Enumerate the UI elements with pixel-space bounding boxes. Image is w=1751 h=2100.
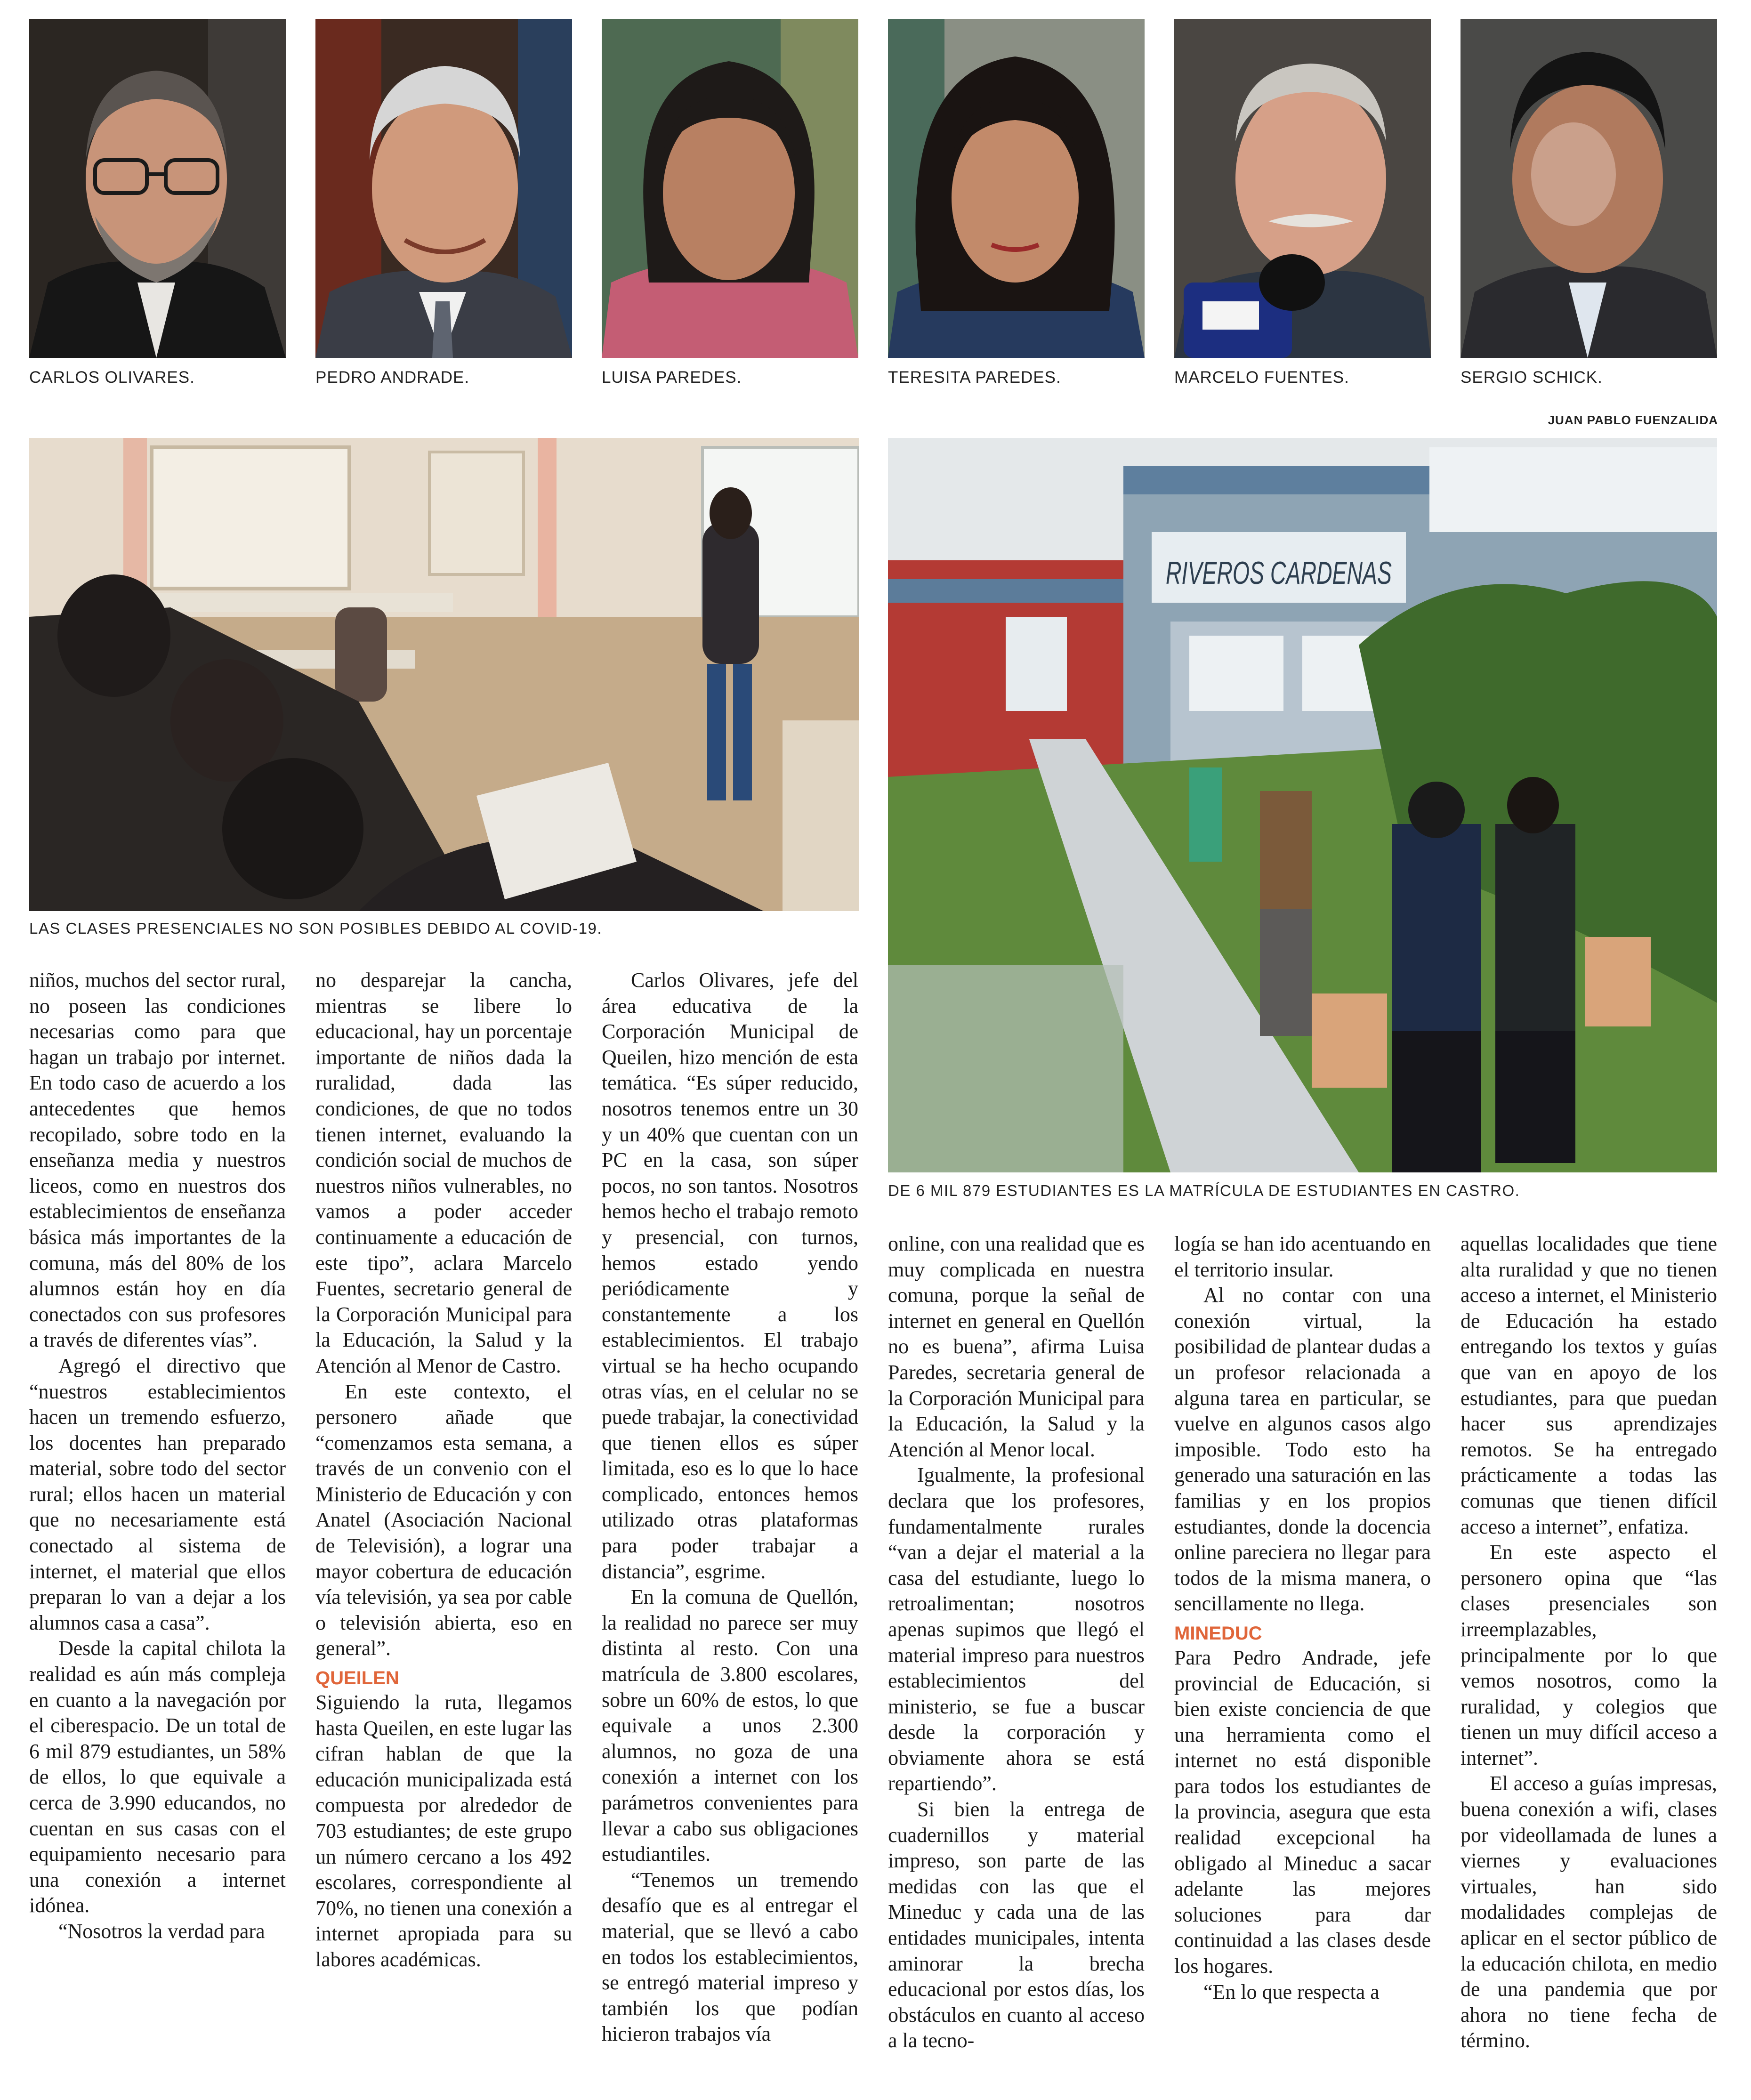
article-column-5 (1174, 1231, 1431, 2069)
portrait-caption: MARCELO FUENTES. (1174, 368, 1349, 387)
portrait-caption: CARLOS OLIVARES. (29, 368, 195, 387)
paragraph: El acceso a guías impresas, buena conexión a wifi, clases por videollamada de lunes a viernes y evaluaciones virtuales, han sido modalidades complejas de aplicar en el sector público de la educación chilota, en medio de una pandemia que por ahora no tiene fecha de término. (1461, 1772, 1717, 2052)
paragraph: Desde la capital chilota la realidad es aún más compleja en cuanto a la navegación por el ciberespacio. De un total de 6 mil 879 estudiantes, un 58% de ellos, lo que equivale a cerca de 3.990 educandos, no cuentan en sus casas con el equipamiento necesario para una conexión a internet idónea. (29, 1637, 286, 1917)
section-heading-mineduc: MINEDUC (1174, 1623, 1262, 1644)
paragraph: “Nosotros la verdad para (58, 1919, 265, 1943)
paragraph: Si bien la entrega de cuadernillos y material impreso, son parte de las medidas con las que el Mineduc y cada una de las entidades municipales, intenta aminorar la brecha educacional por estos días, los obstáculos en cuanto al acceso a la tecno- (888, 1798, 1145, 2052)
portrait-caption: TERESITA PAREDES. (888, 368, 1061, 387)
paragraph: En este contexto, el personero añade que “comenzamos esta semana, a través de un convenio con el Ministerio de Educación y con Anatel (Asociación Nacional de Televisión), a lograr una mayor cobertura de educación vía televisión, ya sea por cable o televisión abierta, eso en general”. (315, 1380, 572, 1660)
paragraph: aquellas localidades que tiene alta ruralidad y que no tienen acceso a internet, el Ministerio de Educación ha estado entregando los textos y guías que van en apoyo de los estudiantes, para que puedan hacer sus aprendizajes remotos. Se ha entregado prácticamente a todas las comunas que tienen difícil acceso a internet”, enfatiza. (1461, 1232, 1717, 1538)
portrait-caption: PEDRO ANDRADE. (315, 368, 470, 387)
portrait-carlos-olivares (29, 19, 286, 358)
paragraph: niños, muchos del sector rural, no poseen las condiciones necesarias como para que hagan un trabajo por internet. En todo caso de acuerdo a los antecedentes que hemos recopilado, sobre todo en la enseñanza media y nuestros liceos, como en nuestros dos establecimientos de enseñanza básica más importantes de la comuna, más del 80% de los alumnos están hoy en día conectados con sus profesores a través de diferentes vías”. (29, 969, 286, 1352)
paragraph: “En lo que respecta a (1203, 1980, 1380, 2003)
article-column-3 (602, 968, 858, 2069)
paragraph: Agregó el directivo que “nuestros establecimientos hacen un tremendo esfuerzo, los docentes han preparado material, sobre todo del sector rural; ellos hacen un material que no necesariamente está conectado al sistema de internet, el material que ellos preparan lo van a dejar a los alumnos casa a casa”. (29, 1354, 286, 1634)
article-column-2 (315, 968, 572, 2069)
paragraph: En la comuna de Quellón, la realidad no parece ser muy distinta al resto. Con una matrícula de 3.800 escolares, sobre un 60% de estos, lo que equivale a unos 2.300 alumnos, no goza de una conexión a internet con los parámetros convenientes para llevar a cabo sus obligaciones estudiantiles. (602, 1585, 858, 1866)
school-sign: RIVEROS CARDENAS (1166, 555, 1392, 591)
paragraph: Siguiendo la ruta, llegamos hasta Queilen, en este lugar las cifran hablan de que la educación municipalizada está compuesta por alrededor de 703 estudiantes; de este grupo un número cercano a los 492 escolares, correspondiente al 70%, no tienen una conexión a internet apropiada para su labores académicas. (315, 1691, 572, 1971)
portrait-caption: LUISA PAREDES. (602, 368, 742, 387)
portrait-caption: SERGIO SCHICK. (1461, 368, 1603, 387)
paragraph: “Tenemos un tremendo desafío que es al entregar el material, que se llevó a cabo en todos los establecimientos, se entregó material impreso y también los que podían hicieron trabajos vía (602, 1868, 858, 2046)
portrait-luisa-paredes (602, 19, 858, 358)
paragraph: En este aspecto el personero opina que “las clases presenciales son irreemplazables, principalmente por lo que vemos nosotros, como la ruralidad, y colegios que tienen un muy difícil acceso a internet”. (1461, 1541, 1717, 1769)
school-photo-caption: DE 6 MIL 879 ESTUDIANTES ES LA MATRÍCULA DE ESTUDIANTES EN CASTRO. (888, 1182, 1520, 1199)
article-column-1 (29, 968, 286, 2069)
classroom-photo-caption: LAS CLASES PRESENCIALES NO SON POSIBLES DEBIDO AL COVID-19. (29, 920, 603, 937)
portrait-pedro-andrade (315, 19, 572, 358)
article-column-4 (888, 1231, 1145, 2069)
photo-credit: JUAN PABLO FUENZALIDA (1548, 413, 1718, 427)
classroom-photo (29, 438, 859, 911)
portrait-teresita-paredes (888, 19, 1145, 358)
paragraph: Para Pedro Andrade, jefe provincial de Educación, si bien existe conciencia de que una herramienta como el internet no está disponible para todos los estudiantes de la provincia, asegura que esta realidad excepcional ha obligado al Mineduc a sacar adelante las mejores soluciones para dar continuidad a las clases desde los hogares. (1174, 1646, 1431, 1978)
paragraph: Igualmente, la profesional declara que los profesores, fundamentalmente rurales “van a dejar el material a la casa del estudiante, luego lo retroalimentan; nosotros apenas supimos que llegó el material impreso para nuestros establecimientos del ministerio, se fue a buscar desde la corporación y obviamente ahora se está repartiendo”. (888, 1463, 1145, 1795)
paragraph: Al no contar con una conexión virtual, la posibilidad de plantear dudas a un profesor relacionada a alguna tarea en particular, se vuelve en algunos casos algo imposible. Todo esto ha generado una saturación en las familias y en los propios estudiantes, donde la docencia online pareciera no llegar para todos de la misma manera, o sencillamente no llega. (1174, 1284, 1431, 1615)
portrait-marcelo-fuentes (1174, 19, 1431, 358)
paragraph: online, con una realidad que es muy complicada en nuestra comuna, porque la señal de internet en general en Quellón no es buena”, afirma Luisa Paredes, secretaria general de la Corporación Municipal para la Educación, la Salud y la Atención al Menor local. (888, 1232, 1145, 1461)
school-photo (888, 438, 1717, 1172)
portrait-sergio-schick (1461, 19, 1717, 358)
section-heading-queilen: QUEILEN (315, 1668, 399, 1689)
article-column-6 (1461, 1231, 1717, 2069)
paragraph: no desparejar la cancha, mientras se libere lo educacional, hay un porcentaje importante de niños dada la ruralidad, dada las condiciones, de que no todos tienen internet, evaluando la condición social de muchos de nuestros niños vulnerables, no vamos a poder acceder continuamente a educación de este tipo”, aclara Marcelo Fuentes, secretario general de la Corporación Municipal para la Educación, la Salud y la Atención al Menor de Castro. (315, 969, 572, 1377)
paragraph: Carlos Olivares, jefe del área educativa de la Corporación Municipal de Queilen, hizo mención de esta temática. “Es súper reducido, nosotros tenemos entre un 30 y un 40% que cuentan con un PC en la casa, son súper pocos, no son tantos. Nosotros hemos hecho el trabajo remoto y presencial, con turnos, hemos estado yendo periódicamente y constantemente a los establecimientos. El trabajo virtual se ha hecho ocupando otras vías, en el celular no se puede trabajar, la conectividad que tienen ellos es súper limitada, eso es lo que lo hace complicado, entonces hemos utilizado otras plataformas para poder trabajar a distancia”, esgrime. (602, 969, 858, 1583)
paragraph: logía se han ido acentuando en el territorio insular. (1174, 1232, 1431, 1281)
